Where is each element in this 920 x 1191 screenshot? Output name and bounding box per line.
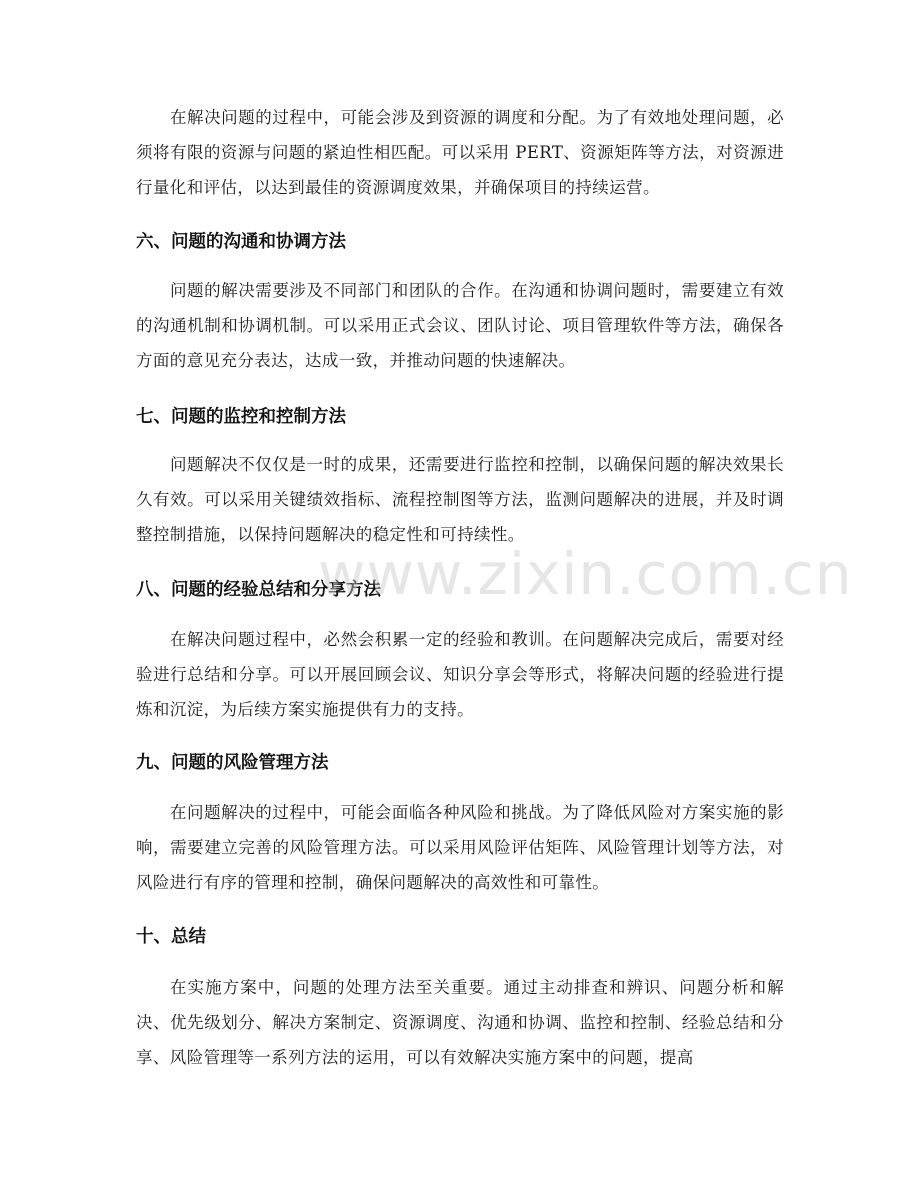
paragraph-experience: 在解决问题过程中，必然会积累一定的经验和教训。在问题解决完成后，需要对经验进行总结和分享。可以开展回顾会议、知识分享会等形式，将解决问题的经验进行提炼和沉淀，为后续方案实施提供有力的支持。	[136, 630, 784, 719]
section-heading-7: 七、问题的监控和控制方法	[136, 407, 346, 427]
section-heading-10: 十、总结	[136, 927, 206, 947]
paragraph-summary: 在实施方案中，问题的处理方法至关重要。通过主动排查和辨识、问题分析和解决、优先级划分、解决方案制定、资源调度、沟通和协调、监控和控制、经验总结和分享、风险管理等一系列方法的运用，可以有效解决实施方案中的问题，提高	[136, 978, 784, 1067]
paragraph-monitoring: 问题解决不仅仅是一时的成果，还需要进行监控和控制，以确保问题的解决效果长久有效。可以采用关键绩效指标、流程控制图等方法，监测问题解决的进展，并及时调整控制措施，以保持问题解决的稳定性和可持续性。	[136, 455, 784, 544]
paragraph-risk: 在问题解决的过程中，可能会面临各种风险和挑战。为了降低风险对方案实施的影响，需要建立完善的风险管理方法。可以采用风险评估矩阵、风险管理计划等方法，对风险进行有序的管理和控制，确保问题解决的高效性和可靠性。	[136, 803, 784, 892]
section-heading-9: 九、问题的风险管理方法	[136, 753, 329, 773]
paragraph-communication: 问题的解决需要涉及不同部门和团队的合作。在沟通和协调问题时，需要建立有效的沟通机制和协调机制。可以采用正式会议、团队讨论、项目管理软件等方法，确保各方面的意见充分表达，达成一致，并推动问题的快速解决。	[136, 281, 784, 370]
paragraph-resource-scheduling: 在解决问题的过程中，可能会涉及到资源的调度和分配。为了有效地处理问题，必须将有限的资源与问题的紧迫性相匹配。可以采用 PERT、资源矩阵等方法，对资源进行量化和评估，以达到最佳的资源调度效果，并确保项目的持续运营。	[136, 108, 784, 197]
section-heading-8: 八、问题的经验总结和分享方法	[136, 580, 381, 600]
watermark: www.zixin.com.cn	[318, 540, 853, 608]
section-heading-6: 六、问题的沟通和协调方法	[136, 232, 346, 252]
